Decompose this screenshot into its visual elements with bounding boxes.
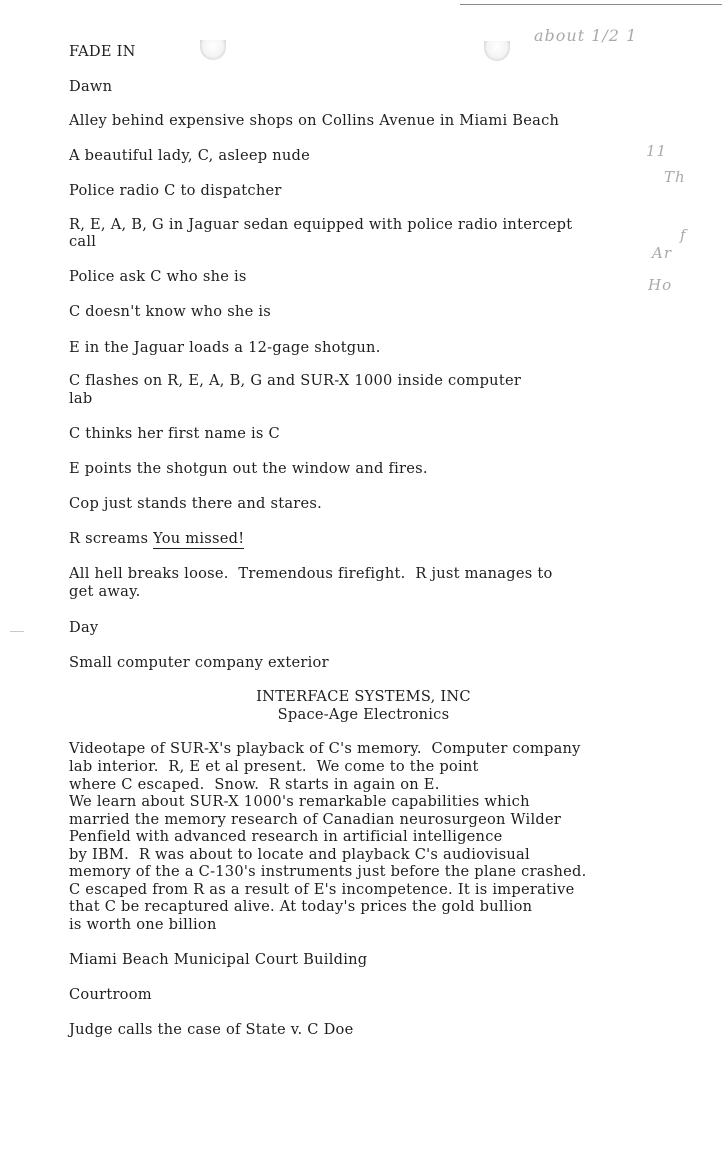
script-line: C flashes on R, E, A, B, G and SUR-X 1000 inside computer bbox=[69, 372, 522, 389]
script-line: that C be recaptured alive. At today's prices the gold bullion bbox=[69, 898, 533, 915]
script-line: lab interior. R, E et al present. We come to the point bbox=[69, 758, 479, 775]
script-line: C doesn't know who she is bbox=[69, 303, 272, 320]
edge-mark bbox=[10, 631, 24, 632]
script-line: Day bbox=[69, 619, 99, 636]
script-line: Police ask C who she is bbox=[69, 268, 247, 285]
script-line: C thinks her first name is C bbox=[69, 425, 280, 442]
script-line: FADE IN bbox=[69, 43, 136, 60]
script-line: We learn about SUR-X 1000's remarkable capabilities which bbox=[69, 793, 530, 810]
script-line: memory of the a C-130's instruments just before the plane crashed. bbox=[69, 863, 587, 880]
script-line: Police radio C to dispatcher bbox=[69, 182, 282, 199]
company-name: INTERFACE SYSTEMS, INC bbox=[256, 688, 471, 705]
script-line: where C escaped. Snow. R starts in again on E. bbox=[69, 776, 440, 793]
handwritten-note: Ar bbox=[652, 244, 673, 262]
script-line: lab bbox=[69, 390, 93, 407]
script-line bbox=[69, 530, 669, 548]
script-line: Dawn bbox=[69, 78, 113, 95]
script-line: Penfield with advanced research in artificial intelligence bbox=[69, 828, 503, 845]
script-line: married the memory research of Canadian neurosurgeon Wilder bbox=[69, 811, 562, 828]
script-line: All hell breaks loose. Tremendous firefight. R just manages to bbox=[69, 565, 553, 582]
script-line: E points the shotgun out the window and fires. bbox=[69, 460, 428, 477]
script-line: is worth one billion bbox=[69, 916, 217, 933]
script-line: C escaped from R as a result of E's incompetence. It is imperative bbox=[69, 881, 575, 898]
script-line: get away. bbox=[69, 583, 141, 600]
script-line: Alley behind expensive shops on Collins Avenue in Miami Beach bbox=[69, 112, 560, 129]
screams-prefix: R screams bbox=[69, 530, 154, 547]
handwritten-note: Th bbox=[664, 168, 686, 186]
top-edge-line bbox=[460, 4, 722, 5]
script-line: by IBM. R was about to locate and playback C's audiovisual bbox=[69, 846, 530, 863]
script-line: Small computer company exterior bbox=[69, 654, 329, 671]
company-tagline: Space-Age Electronics bbox=[277, 706, 450, 723]
handwritten-note: f bbox=[680, 226, 687, 244]
handwritten-note-top: about 1/2 1 bbox=[534, 26, 638, 45]
handwritten-note: 11 bbox=[646, 142, 668, 160]
script-line: A beautiful lady, C, asleep nude bbox=[69, 147, 311, 164]
script-line: E in the Jaguar loads a 12-gage shotgun. bbox=[69, 339, 381, 356]
script-line: R, E, A, B, G in Jaguar sedan equipped with police radio intercept bbox=[69, 216, 573, 233]
handwritten-note: Ho bbox=[648, 276, 673, 294]
script-line: Cop just stands there and stares. bbox=[69, 495, 323, 512]
underlined-quote: You missed! bbox=[153, 530, 245, 547]
script-line: Courtroom bbox=[69, 986, 152, 1003]
script-line: Videotape of SUR-X's playback of C's memory. Computer company bbox=[69, 740, 581, 757]
script-line: Miami Beach Municipal Court Building bbox=[69, 951, 368, 968]
script-line: call bbox=[69, 233, 97, 250]
script-line: Judge calls the case of State v. C Doe bbox=[69, 1021, 354, 1038]
